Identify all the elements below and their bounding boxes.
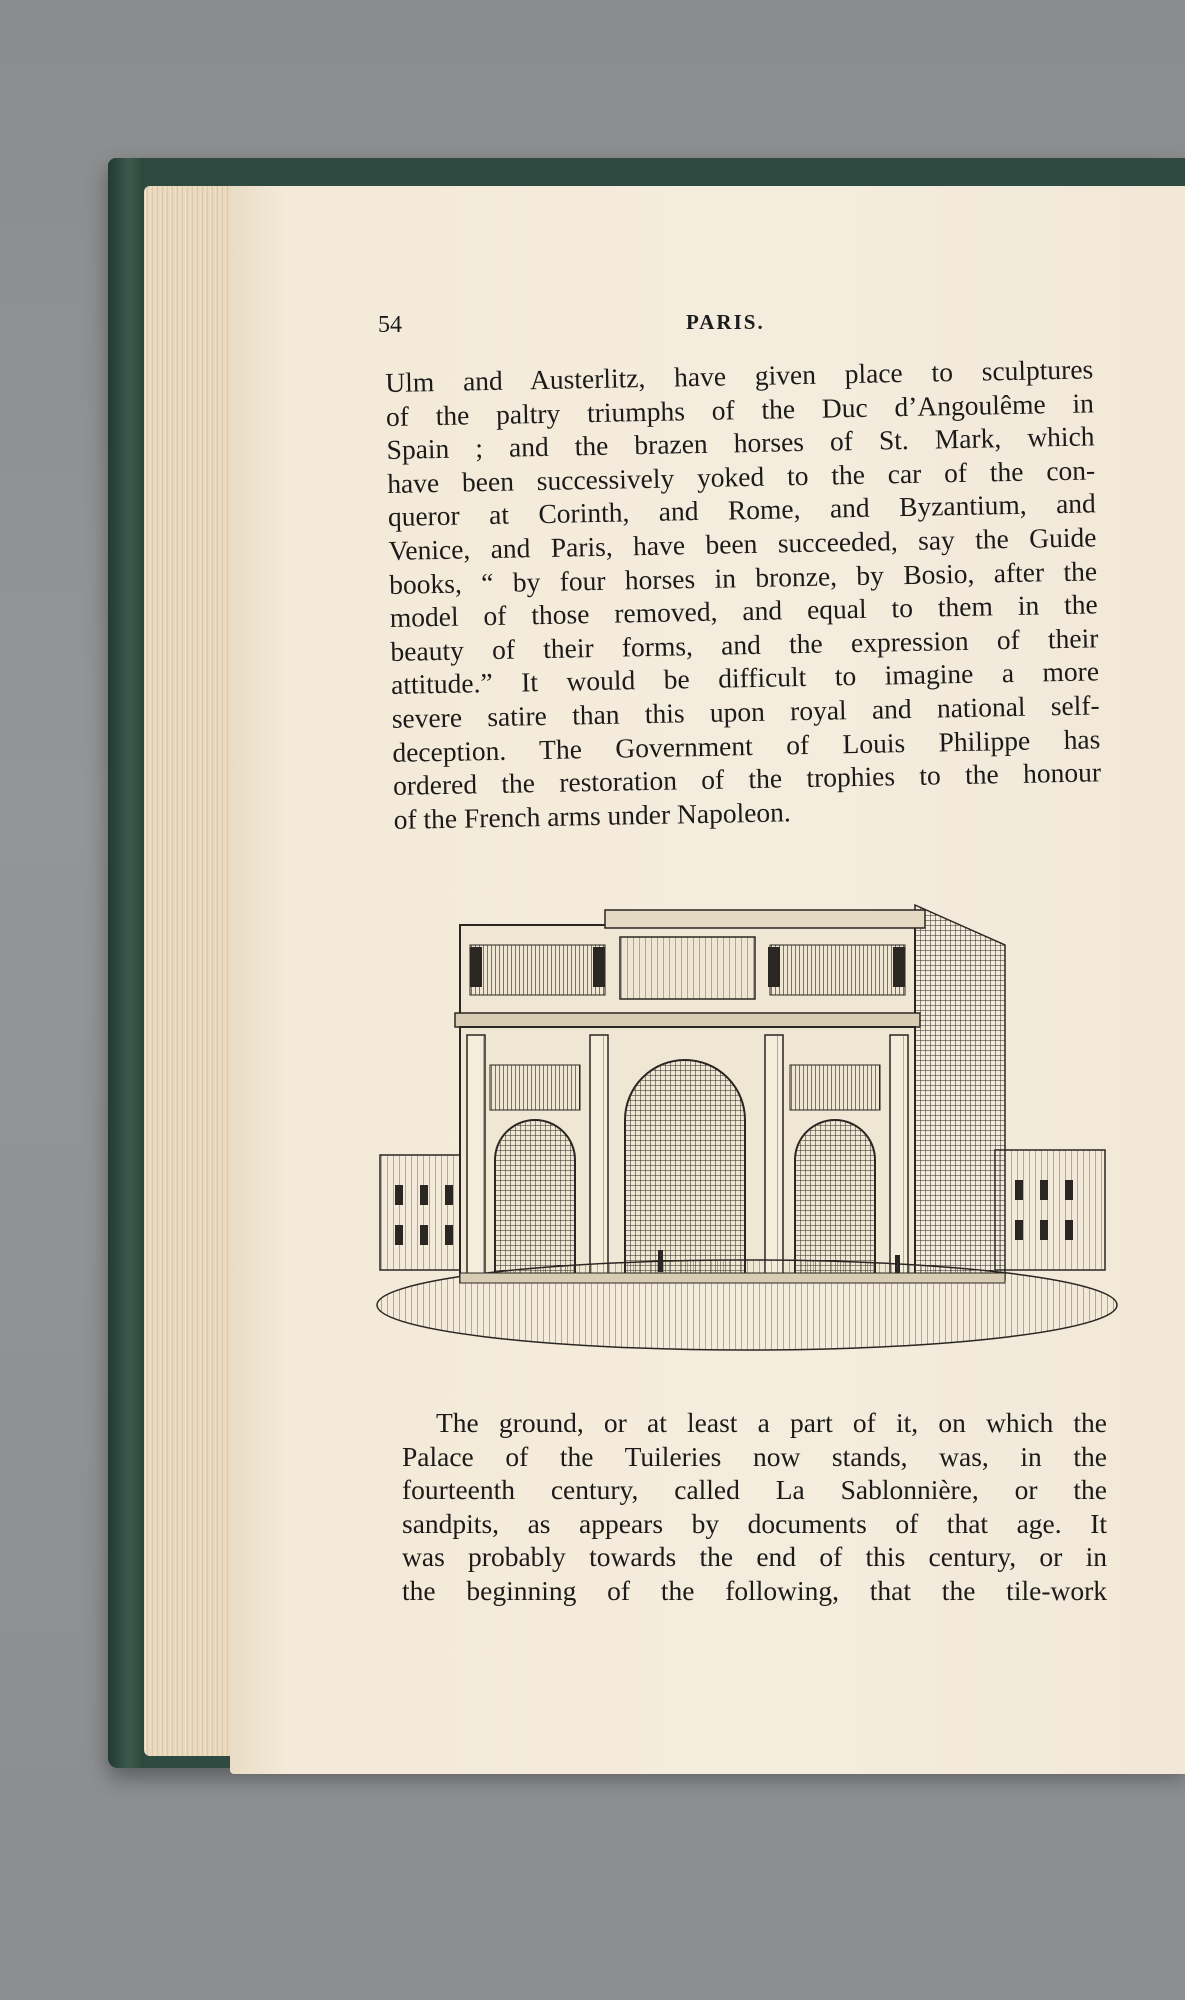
page-edges — [144, 186, 240, 1756]
text-line: the beginning of the following, that the tile-work — [402, 1574, 1107, 1606]
page-number: 54 — [378, 312, 402, 338]
text-line: deception. The Government of Louis Philippe has — [392, 722, 1101, 768]
text-line: ordered the restoration of the trophies to the honour — [392, 756, 1102, 802]
text-line: Ulm and Austerlitz, have given place to sculptures — [385, 353, 1094, 398]
text-line: sandpits, as appears by documents of that age. It — [402, 1507, 1107, 1539]
text-line-last: of the French arms under Napoleon. — [393, 796, 792, 835]
text-line: Spain ; and the brazen horses of St. Mark, which — [386, 420, 1095, 466]
text-line: queror at Corinth, and Rome, and Byzantium, and — [387, 487, 1097, 533]
running-head: PARIS. — [686, 310, 765, 334]
paragraph-top — [385, 352, 1102, 836]
book-spine — [108, 158, 144, 1768]
page-header — [378, 306, 818, 346]
text-line: fourteenth century, called La Sablonnière, or the — [402, 1474, 1107, 1506]
text-line: beauty of their forms, and the expression of their — [390, 622, 1099, 667]
text-line: books, “ by four horses in bronze, by Bosio, after the — [388, 554, 1098, 600]
text-line: of the paltry triumphs of the Duc d’Angoulême in — [385, 386, 1095, 432]
text-line: Venice, and Paris, have been succeeded, say the Guide — [388, 521, 1097, 566]
paragraph-bottom — [402, 1406, 1107, 1608]
arch-engraving — [375, 885, 1120, 1365]
text-line: was probably towards the end of this century, or in — [402, 1541, 1107, 1573]
text-line: attitude.” It would be difficult to imagine a more — [390, 655, 1100, 701]
text-line: have been successively yoked to the car of the con- — [386, 454, 1096, 499]
text-line: severe satire than this upon royal and national self- — [391, 689, 1100, 734]
text-line: Palace of the Tuileries now stands, was, in the — [402, 1440, 1107, 1472]
text-line: The ground, or at least a part of it, on which the — [436, 1407, 1107, 1438]
text-line: model of those removed, and equal to them in the — [389, 588, 1098, 634]
